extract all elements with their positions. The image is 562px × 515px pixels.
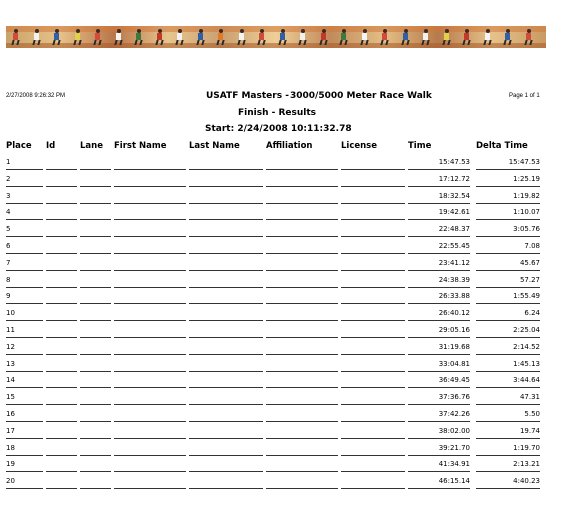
- cell-lane: [80, 408, 111, 422]
- cell-license: [341, 475, 405, 489]
- cell-time: 41:34.91: [408, 458, 470, 472]
- cell-lane: [80, 442, 111, 456]
- cell-id: [46, 274, 77, 288]
- cell-time: 17:12.72: [408, 173, 470, 187]
- cell-id: [46, 408, 77, 422]
- runner-figure: [74, 29, 81, 45]
- table-row: [0, 475, 562, 492]
- cell-time: 31:19.68: [408, 341, 470, 355]
- cell-delta-time: 1:45.13: [476, 358, 540, 372]
- runner-figure: [135, 29, 142, 45]
- cell-license: [341, 425, 405, 439]
- cell-lane: [80, 257, 111, 271]
- cell-id: [46, 341, 77, 355]
- runner-figure: [238, 29, 245, 45]
- cell-place: 18: [6, 442, 43, 456]
- cell-delta-time: 5.50: [476, 408, 540, 422]
- table-row: [0, 190, 562, 207]
- cell-affiliation: [266, 408, 338, 422]
- cell-last-name: [189, 475, 263, 489]
- cell-id: [46, 240, 77, 254]
- cell-delta-time: 1:10.07: [476, 206, 540, 220]
- cell-affiliation: [266, 290, 338, 304]
- cell-place: 16: [6, 408, 43, 422]
- cell-delta-time: 3:44.64: [476, 374, 540, 388]
- cell-id: [46, 442, 77, 456]
- start-time: Start: 2/24/2008 10:11:32.78: [205, 124, 352, 134]
- cell-first-name: [114, 290, 186, 304]
- cell-time: 22:55.45: [408, 240, 470, 254]
- runner-figure: [115, 29, 122, 45]
- race-walk-banner-image: [6, 26, 546, 48]
- cell-lane: [80, 374, 111, 388]
- table-row: [0, 274, 562, 291]
- runner-figure: [156, 29, 163, 45]
- runner-figure: [12, 29, 19, 45]
- cell-last-name: [189, 240, 263, 254]
- cell-id: [46, 206, 77, 220]
- cell-license: [341, 458, 405, 472]
- cell-id: [46, 324, 77, 338]
- cell-delta-time: 2:13.21: [476, 458, 540, 472]
- cell-last-name: [189, 391, 263, 405]
- col-header-id: Id: [46, 141, 56, 151]
- cell-delta-time: 7.08: [476, 240, 540, 254]
- runner-figure: [176, 29, 183, 45]
- cell-first-name: [114, 425, 186, 439]
- cell-license: [341, 223, 405, 237]
- cell-last-name: [189, 408, 263, 422]
- cell-first-name: [114, 458, 186, 472]
- cell-delta-time: 3:05.76: [476, 223, 540, 237]
- cell-time: 26:40.12: [408, 307, 470, 321]
- cell-place: 7: [6, 257, 43, 271]
- cell-affiliation: [266, 240, 338, 254]
- runner-figure: [422, 29, 429, 45]
- cell-id: [46, 190, 77, 204]
- col-header-affiliation: Affiliation: [266, 141, 313, 151]
- cell-lane: [80, 274, 111, 288]
- cell-place: 8: [6, 274, 43, 288]
- table-row: [0, 458, 562, 475]
- cell-place: 15: [6, 391, 43, 405]
- cell-last-name: [189, 442, 263, 456]
- cell-last-name: [189, 274, 263, 288]
- cell-first-name: [114, 475, 186, 489]
- cell-id: [46, 307, 77, 321]
- print-timestamp: 2/27/2008 9:26:32 PM: [6, 93, 66, 99]
- table-row: [0, 290, 562, 307]
- cell-delta-time: 2:14.52: [476, 341, 540, 355]
- cell-time: 24:38.39: [408, 274, 470, 288]
- table-row: [0, 156, 562, 173]
- cell-delta-time: 57.27: [476, 274, 540, 288]
- cell-delta-time: 1:25.19: [476, 173, 540, 187]
- cell-first-name: [114, 358, 186, 372]
- runner-figure: [299, 29, 306, 45]
- cell-lane: [80, 190, 111, 204]
- cell-affiliation: [266, 458, 338, 472]
- cell-last-name: [189, 307, 263, 321]
- cell-lane: [80, 425, 111, 439]
- report-title-event: 3000/5000 Meter Race Walk: [290, 91, 432, 101]
- cell-last-name: [189, 458, 263, 472]
- cell-delta-time: 45.67: [476, 257, 540, 271]
- cell-place: 12: [6, 341, 43, 355]
- cell-affiliation: [266, 156, 338, 170]
- col-header-first-name: First Name: [114, 141, 167, 151]
- cell-place: 1: [6, 156, 43, 170]
- cell-license: [341, 257, 405, 271]
- cell-id: [46, 223, 77, 237]
- cell-last-name: [189, 341, 263, 355]
- cell-license: [341, 374, 405, 388]
- cell-time: 15:47.53: [408, 156, 470, 170]
- table-row: [0, 358, 562, 375]
- cell-license: [341, 173, 405, 187]
- cell-lane: [80, 307, 111, 321]
- cell-time: 37:36.76: [408, 391, 470, 405]
- col-header-last-name: Last Name: [189, 141, 240, 151]
- cell-delta-time: 4:40.23: [476, 475, 540, 489]
- table-row: [0, 173, 562, 190]
- cell-affiliation: [266, 307, 338, 321]
- runner-figure: [361, 29, 368, 45]
- cell-id: [46, 475, 77, 489]
- cell-affiliation: [266, 274, 338, 288]
- cell-first-name: [114, 374, 186, 388]
- cell-last-name: [189, 156, 263, 170]
- cell-affiliation: [266, 257, 338, 271]
- cell-last-name: [189, 223, 263, 237]
- report-subtitle: Finish - Results: [238, 108, 317, 118]
- cell-lane: [80, 341, 111, 355]
- table-row: [0, 391, 562, 408]
- runner-figure: [484, 29, 491, 45]
- cell-place: 13: [6, 358, 43, 372]
- table-row: [0, 374, 562, 391]
- cell-place: 17: [6, 425, 43, 439]
- cell-first-name: [114, 391, 186, 405]
- cell-first-name: [114, 223, 186, 237]
- cell-first-name: [114, 206, 186, 220]
- runner-figure: [381, 29, 388, 45]
- cell-last-name: [189, 173, 263, 187]
- cell-id: [46, 374, 77, 388]
- cell-time: 38:02.00: [408, 425, 470, 439]
- cell-time: 37:42.26: [408, 408, 470, 422]
- cell-license: [341, 391, 405, 405]
- cell-delta-time: 2:25.04: [476, 324, 540, 338]
- cell-time: 26:33.88: [408, 290, 470, 304]
- cell-time: 18:32.54: [408, 190, 470, 204]
- cell-lane: [80, 173, 111, 187]
- table-row: [0, 442, 562, 459]
- runner-figure: [197, 29, 204, 45]
- runner-figure: [463, 29, 470, 45]
- cell-place: 20: [6, 475, 43, 489]
- cell-lane: [80, 475, 111, 489]
- cell-place: 5: [6, 223, 43, 237]
- runner-figure: [443, 29, 450, 45]
- cell-first-name: [114, 307, 186, 321]
- cell-place: 3: [6, 190, 43, 204]
- cell-license: [341, 324, 405, 338]
- runner-figure: [504, 29, 511, 45]
- table-row: [0, 307, 562, 324]
- runner-figure: [525, 29, 532, 45]
- cell-lane: [80, 290, 111, 304]
- table-row: [0, 206, 562, 223]
- runner-figure: [402, 29, 409, 45]
- cell-first-name: [114, 324, 186, 338]
- table-row: [0, 425, 562, 442]
- cell-place: 6: [6, 240, 43, 254]
- cell-place: 14: [6, 374, 43, 388]
- cell-last-name: [189, 190, 263, 204]
- cell-place: 11: [6, 324, 43, 338]
- cell-license: [341, 408, 405, 422]
- cell-lane: [80, 240, 111, 254]
- cell-time: 33:04.81: [408, 358, 470, 372]
- cell-delta-time: 47.31: [476, 391, 540, 405]
- cell-first-name: [114, 442, 186, 456]
- cell-last-name: [189, 257, 263, 271]
- cell-time: 19:42.61: [408, 206, 470, 220]
- cell-place: 19: [6, 458, 43, 472]
- runner-figure: [53, 29, 60, 45]
- cell-time: 46:15.14: [408, 475, 470, 489]
- cell-affiliation: [266, 324, 338, 338]
- cell-place: 4: [6, 206, 43, 220]
- col-header-time: Time: [408, 141, 432, 151]
- cell-delta-time: 15:47.53: [476, 156, 540, 170]
- cell-license: [341, 156, 405, 170]
- cell-license: [341, 341, 405, 355]
- cell-last-name: [189, 290, 263, 304]
- cell-delta-time: 1:19.70: [476, 442, 540, 456]
- cell-id: [46, 391, 77, 405]
- cell-license: [341, 206, 405, 220]
- table-row: [0, 257, 562, 274]
- cell-delta-time: 6.24: [476, 307, 540, 321]
- cell-last-name: [189, 324, 263, 338]
- cell-first-name: [114, 257, 186, 271]
- cell-last-name: [189, 358, 263, 372]
- cell-affiliation: [266, 173, 338, 187]
- cell-license: [341, 190, 405, 204]
- cell-time: 23:41.12: [408, 257, 470, 271]
- runner-figure: [33, 29, 40, 45]
- runner-figure: [340, 29, 347, 45]
- cell-last-name: [189, 206, 263, 220]
- cell-time: 39:21.70: [408, 442, 470, 456]
- cell-affiliation: [266, 391, 338, 405]
- cell-place: 9: [6, 290, 43, 304]
- table-row: [0, 341, 562, 358]
- table-row: [0, 240, 562, 257]
- runner-figure: [258, 29, 265, 45]
- cell-affiliation: [266, 223, 338, 237]
- cell-delta-time: 19.74: [476, 425, 540, 439]
- cell-lane: [80, 206, 111, 220]
- cell-first-name: [114, 190, 186, 204]
- cell-place: 10: [6, 307, 43, 321]
- cell-license: [341, 307, 405, 321]
- cell-first-name: [114, 408, 186, 422]
- cell-lane: [80, 324, 111, 338]
- cell-id: [46, 173, 77, 187]
- page-number: Page 1 of 1: [509, 93, 540, 99]
- cell-lane: [80, 458, 111, 472]
- cell-lane: [80, 223, 111, 237]
- cell-first-name: [114, 341, 186, 355]
- table-row: [0, 408, 562, 425]
- col-header-place: Place: [6, 141, 32, 151]
- cell-time: 22:48.37: [408, 223, 470, 237]
- cell-time: 36:49.45: [408, 374, 470, 388]
- col-header-license: License: [341, 141, 378, 151]
- cell-first-name: [114, 173, 186, 187]
- cell-affiliation: [266, 206, 338, 220]
- cell-license: [341, 442, 405, 456]
- cell-license: [341, 290, 405, 304]
- cell-affiliation: [266, 358, 338, 372]
- cell-first-name: [114, 274, 186, 288]
- cell-lane: [80, 156, 111, 170]
- cell-lane: [80, 358, 111, 372]
- cell-id: [46, 257, 77, 271]
- cell-license: [341, 358, 405, 372]
- cell-affiliation: [266, 475, 338, 489]
- cell-delta-time: 1:55.49: [476, 290, 540, 304]
- cell-time: 29:05.16: [408, 324, 470, 338]
- report-title-org: USATF Masters -: [206, 91, 289, 101]
- table-row: [0, 223, 562, 240]
- cell-affiliation: [266, 442, 338, 456]
- cell-affiliation: [266, 374, 338, 388]
- cell-id: [46, 358, 77, 372]
- runner-figure: [279, 29, 286, 45]
- runner-figure: [94, 29, 101, 45]
- table-row: [0, 324, 562, 341]
- cell-place: 2: [6, 173, 43, 187]
- runner-figure: [320, 29, 327, 45]
- cell-affiliation: [266, 341, 338, 355]
- cell-last-name: [189, 425, 263, 439]
- cell-id: [46, 425, 77, 439]
- cell-affiliation: [266, 190, 338, 204]
- cell-first-name: [114, 240, 186, 254]
- cell-id: [46, 290, 77, 304]
- cell-license: [341, 240, 405, 254]
- cell-lane: [80, 391, 111, 405]
- cell-license: [341, 274, 405, 288]
- cell-affiliation: [266, 425, 338, 439]
- cell-first-name: [114, 156, 186, 170]
- col-header-lane: Lane: [80, 141, 103, 151]
- cell-delta-time: 1:19.82: [476, 190, 540, 204]
- col-header-delta-time: Delta Time: [476, 141, 528, 151]
- runner-figure: [217, 29, 224, 45]
- cell-id: [46, 458, 77, 472]
- cell-id: [46, 156, 77, 170]
- cell-last-name: [189, 374, 263, 388]
